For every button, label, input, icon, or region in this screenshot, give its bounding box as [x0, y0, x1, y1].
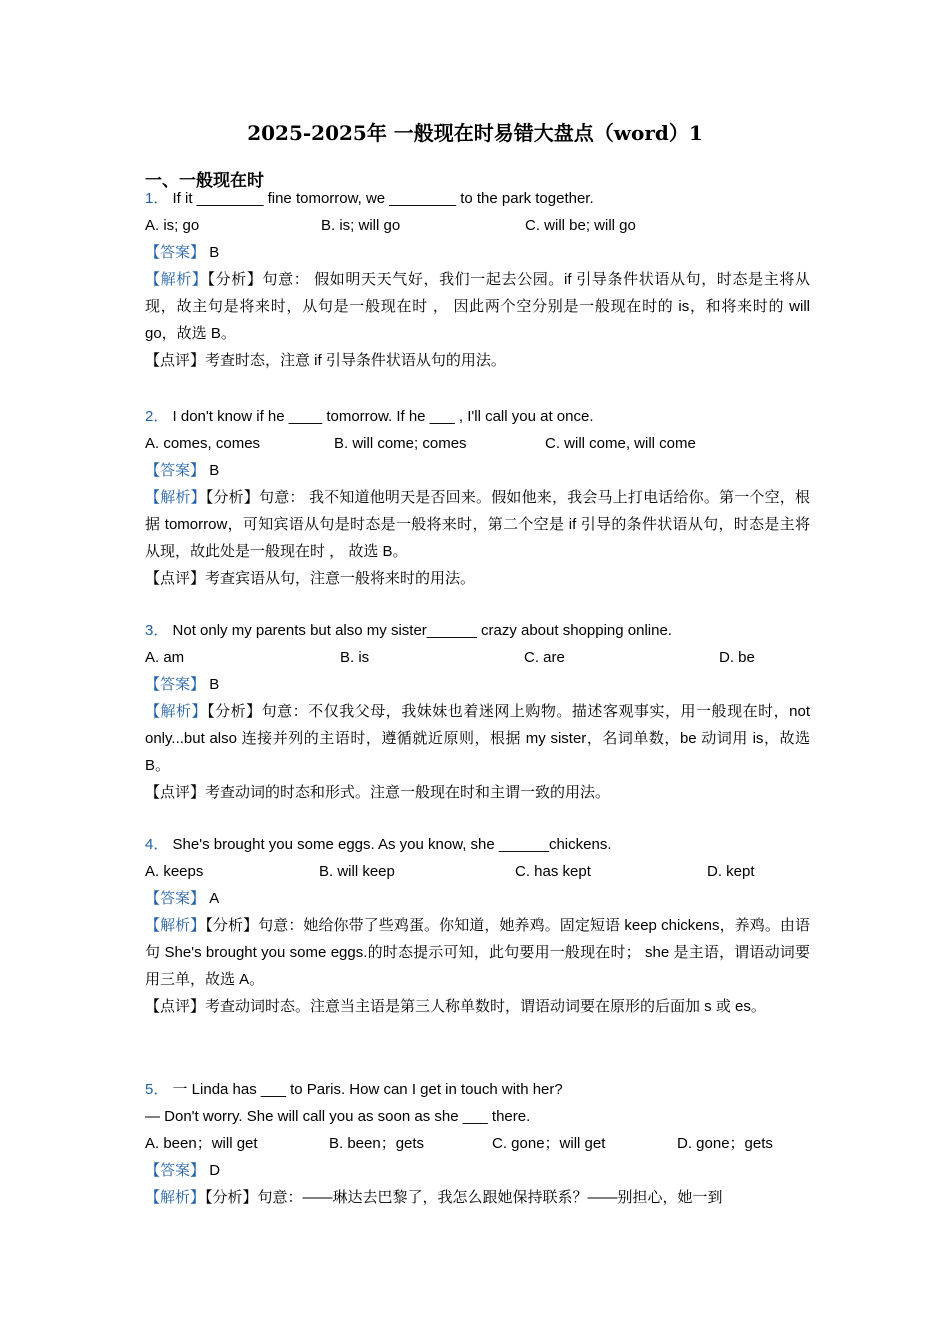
- analysis-paragraph: [145, 1184, 810, 1211]
- options-row: [145, 858, 810, 885]
- options-row: [145, 1130, 810, 1157]
- option-c: C. will come, will come: [545, 435, 696, 452]
- question-5: [145, 1076, 810, 1211]
- question-stem: [145, 831, 810, 858]
- answer-value: B: [209, 676, 220, 693]
- option-a: A. am: [145, 649, 185, 666]
- answer-tag: 【答案】: [145, 1162, 206, 1179]
- question-stem-reply: — Don't worry. She will call you as soon as she ___ there.: [145, 1108, 531, 1125]
- analysis-text: 【分析】句意：——琳达去巴黎了，我怎么跟她保持联系？——别担心，她一到: [205, 1189, 723, 1206]
- question-number: 5．: [145, 1081, 169, 1098]
- section-heading: 一、一般现在时: [145, 171, 264, 191]
- option-b: B. will keep: [319, 863, 395, 880]
- question-text: She's brought you some eggs. As you know, she ______chickens.: [172, 836, 612, 853]
- comment-line: 【点评】考查时态，注意 if 引导条件状语从句的用法。: [145, 352, 506, 369]
- options-row: [145, 212, 810, 239]
- option-d: D. gone；gets: [677, 1135, 773, 1152]
- option-c: C. are: [524, 649, 565, 666]
- option-b: B. is; will go: [321, 217, 401, 234]
- question-3: [145, 617, 810, 806]
- answer-value: D: [209, 1162, 221, 1179]
- option-c: C. gone；will get: [492, 1135, 606, 1152]
- question-text: If it ________ fine tomorrow, we ________ to the park together.: [172, 190, 594, 207]
- options-row: [145, 430, 810, 457]
- answer-line: [145, 457, 810, 484]
- analysis-text: 【分析】句意：她给你带了些鸡蛋。你知道，她养鸡。固定短语 keep chickens，养鸡。由语句 She's brought you some eggs.的时态提示可知，此句要用一般现在时； she 是主语，谓语动词要用三单，故选 A。: [145, 917, 810, 988]
- question-number: 2．: [145, 408, 169, 425]
- answer-value: B: [209, 244, 220, 261]
- analysis-tag: 【解析】: [145, 917, 206, 934]
- option-d: D. be: [719, 649, 755, 666]
- question-text: 一 Linda has ___ to Paris. How can I get in touch with her?: [172, 1081, 563, 1098]
- analysis-tag: 【解析】: [145, 489, 206, 506]
- answer-value: A: [209, 890, 220, 907]
- question-stem: [145, 403, 810, 430]
- question-number: 3．: [145, 622, 169, 639]
- analysis-paragraph: [145, 484, 810, 565]
- question-text: I don't know if he ____ tomorrow. If he ___ , I'll call you at once.: [172, 408, 594, 425]
- page-title: 2025-2025年 一般现在时易错大盘点（word）1: [247, 121, 703, 145]
- question-stem: [145, 1076, 810, 1103]
- question-number: 1．: [145, 190, 169, 207]
- analysis-tag: 【解析】: [145, 703, 208, 720]
- analysis-tag: 【解析】: [145, 1189, 206, 1206]
- question-stem: [145, 617, 810, 644]
- answer-line: [145, 1157, 810, 1184]
- option-b: B. will come; comes: [334, 435, 467, 452]
- comment-line: 【点评】考查动词的时态和形式。注意一般现在时和主谓一致的用法。: [145, 784, 611, 801]
- analysis-paragraph: [145, 912, 810, 993]
- option-a: A. keeps: [145, 863, 204, 880]
- option-c: C. has kept: [515, 863, 591, 880]
- answer-tag: 【答案】: [145, 462, 206, 479]
- option-a: A. comes, comes: [145, 435, 261, 452]
- question-1: [145, 185, 810, 374]
- analysis-text: 【分析】句意： 假如明天天气好，我们一起去公园。if 引导条件状语从句，时态是主将从现，故主句是将来时，从句是一般现在时 ， 因此两个空分别是一般现在时的 is，和将来时的 will go，故选 B。: [145, 271, 810, 342]
- option-c: C. will be; will go: [525, 217, 636, 234]
- comment-line: 【点评】考查动词时态。注意当主语是第三人称单数时，谓语动词要在原形的后面加 s 或 es。: [145, 998, 766, 1015]
- answer-tag: 【答案】: [145, 244, 206, 261]
- question-2: [145, 403, 810, 592]
- option-b: B. been；gets: [329, 1135, 425, 1152]
- analysis-text: 【分析】句意： 我不知道他明天是否回来。假如他来，我会马上打电话给你。第一个空，根据 tomorrow，可知宾语从句是时态是一般将来时，第二个空是 if 引导的条件状语从句，时态是主将从现，故此处是一般现在时 ， 故选 B。: [145, 489, 810, 560]
- question-number: 4．: [145, 836, 169, 853]
- question-stem: [145, 185, 810, 212]
- answer-line: [145, 885, 810, 912]
- answer-tag: 【答案】: [145, 890, 206, 907]
- analysis-tag: 【解析】: [145, 271, 208, 288]
- options-row: [145, 644, 810, 671]
- answer-line: [145, 239, 810, 266]
- answer-line: [145, 671, 810, 698]
- analysis-text: 【分析】句意：不仅我父母，我妹妹也着迷网上购物。描述客观事实，用一般现在时，not only...but also 连接并列的主语时，遵循就近原则，根据 my sister，名词单数，be 动词用 is，故选 B。: [145, 703, 810, 774]
- comment-line: 【点评】考查宾语从句，注意一般将来时的用法。: [145, 570, 476, 587]
- option-b: B. is: [340, 649, 370, 666]
- option-d: D. kept: [707, 863, 755, 880]
- answer-value: B: [209, 462, 220, 479]
- answer-tag: 【答案】: [145, 676, 206, 693]
- analysis-paragraph: [145, 698, 810, 779]
- question-text: Not only my parents but also my sister______ crazy about shopping online.: [172, 622, 672, 639]
- option-a: A. is; go: [145, 217, 200, 234]
- question-4: [145, 831, 810, 1020]
- analysis-paragraph: [145, 266, 810, 347]
- option-a: A. been；will get: [145, 1135, 258, 1152]
